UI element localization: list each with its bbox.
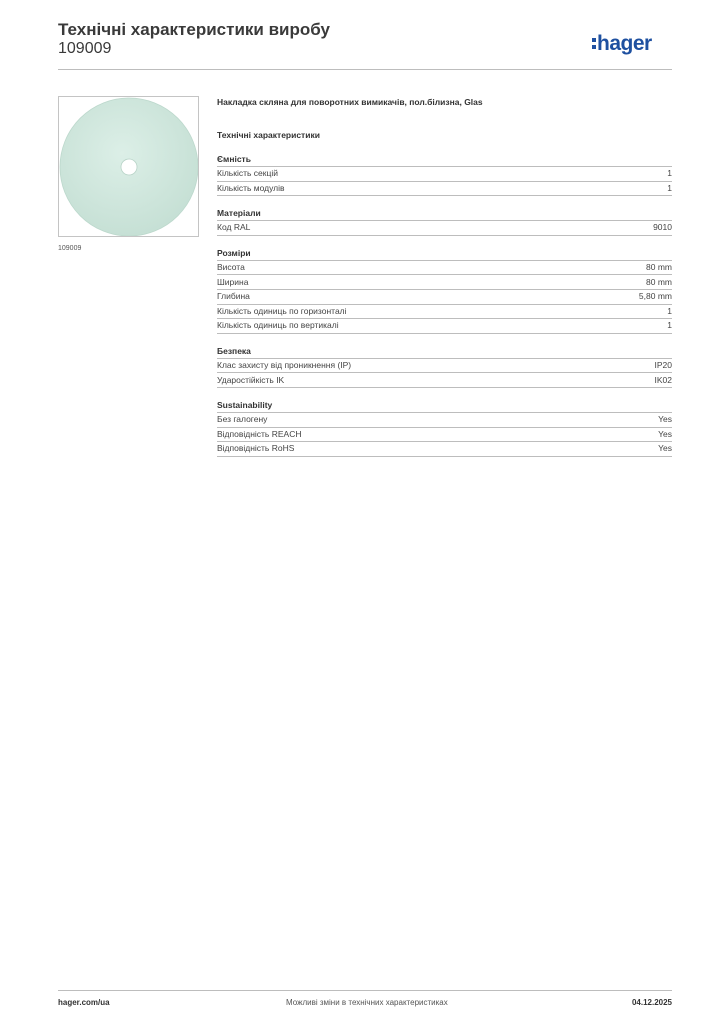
spec-label: Ударостійкість IK	[217, 374, 285, 385]
spec-label: Кількість одиниць по горизонталі	[217, 305, 347, 316]
product-code: 109009	[58, 40, 112, 57]
spec-label: Кількість модулів	[217, 182, 285, 193]
section-title: Розміри	[217, 248, 672, 261]
spec-value: 1	[667, 305, 672, 316]
footer-divider	[58, 990, 672, 991]
spec-value: 80 mm	[646, 276, 672, 287]
spec-row	[217, 261, 672, 276]
tech-heading: Технічні характеристики	[217, 130, 320, 140]
header-divider	[58, 69, 672, 70]
spec-row	[217, 305, 672, 320]
spec-row	[217, 442, 672, 457]
product-image	[58, 96, 199, 237]
image-caption: 109009	[58, 245, 82, 252]
svg-text:hager: hager	[597, 32, 652, 55]
spec-value: 1	[667, 182, 672, 193]
spec-value: Yes	[658, 414, 672, 425]
section-title: Sustainability	[217, 400, 672, 413]
spec-section	[217, 154, 672, 196]
spec-row	[217, 290, 672, 305]
spec-value: Yes	[658, 428, 672, 439]
footer-website[interactable]: hager.com/ua	[58, 998, 110, 1007]
spec-value: 80 mm	[646, 262, 672, 273]
spec-label: Кількість одиниць по вертикалі	[217, 320, 339, 331]
section-title: Матеріали	[217, 208, 672, 221]
spec-row	[217, 319, 672, 334]
spec-row	[217, 221, 672, 236]
spec-section	[217, 400, 672, 457]
spec-value: 1	[667, 320, 672, 331]
section-title: Ємність	[217, 154, 672, 167]
spec-value: IK02	[654, 374, 672, 385]
spec-label: Глибина	[217, 291, 250, 302]
spec-label: Висота	[217, 262, 245, 273]
spec-row	[217, 182, 672, 197]
hager-logo	[592, 28, 674, 58]
product-name: Накладка скляна для поворотних вимикачів, пол.білизна, Glas	[217, 97, 483, 107]
spec-label: Код RAL	[217, 222, 251, 233]
spec-sections	[217, 154, 672, 457]
spec-label: Без галогену	[217, 414, 268, 425]
spec-value: 1	[667, 168, 672, 179]
spec-label: Відповідність RoHS	[217, 443, 295, 454]
spec-label: Відповідність REACH	[217, 428, 302, 439]
spec-value: 5,80 mm	[638, 291, 672, 302]
spec-value: IP20	[654, 360, 672, 371]
footer-notice: Можливі зміни в технічних характеристиках	[286, 998, 448, 1007]
spec-value: Yes	[658, 443, 672, 454]
spec-row	[217, 275, 672, 290]
spec-section	[217, 248, 672, 334]
spec-label: Кількість секцій	[217, 168, 278, 179]
spec-row	[217, 359, 672, 374]
spec-label: Клас захисту від проникнення (IP)	[217, 360, 352, 371]
spec-section	[217, 346, 672, 388]
spec-content	[217, 96, 672, 457]
spec-row	[217, 413, 672, 428]
spec-label: Ширина	[217, 276, 249, 287]
section-title: Безпека	[217, 346, 672, 359]
spec-row	[217, 167, 672, 182]
footer-date: 04.12.2025	[631, 998, 672, 1007]
spec-row	[217, 373, 672, 388]
spec-value: 9010	[653, 222, 672, 233]
spec-row	[217, 428, 672, 443]
spec-section	[217, 208, 672, 236]
page-title: Технічні характеристики виробу	[58, 20, 330, 39]
